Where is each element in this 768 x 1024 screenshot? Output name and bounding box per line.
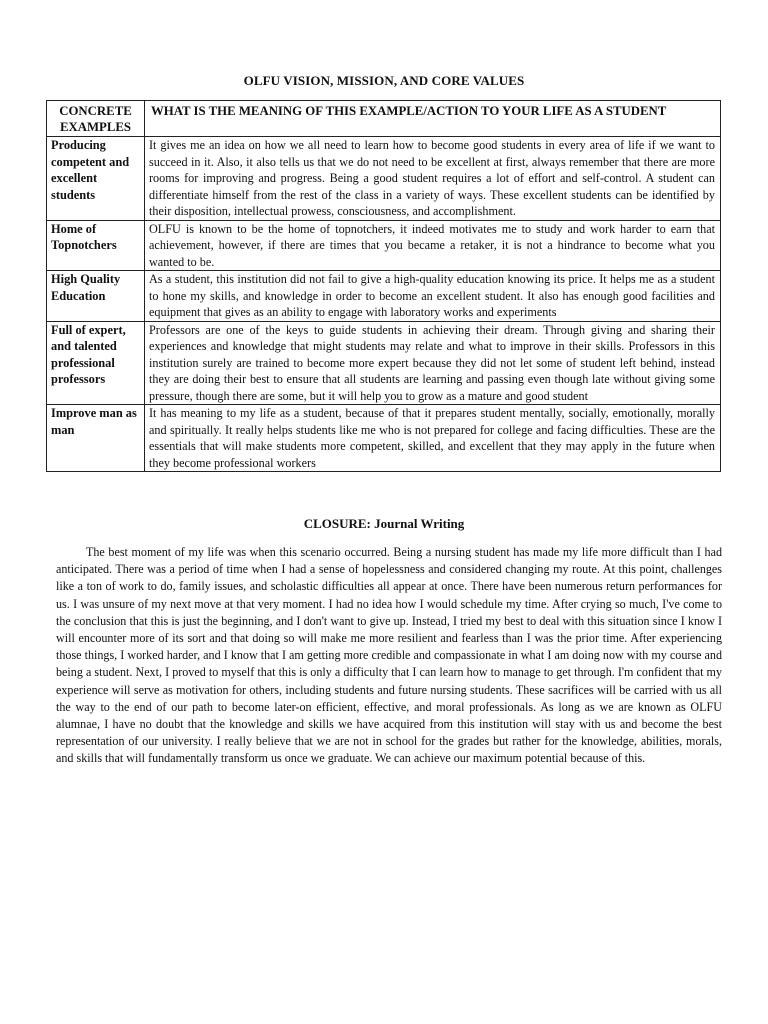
page-title: OLFU VISION, MISSION, AND CORE VALUES — [243, 73, 525, 88]
table-header-row — [47, 101, 721, 137]
core-values-table — [46, 100, 721, 472]
meaning-cell: It has meaning to my life as a student, because of that it prepares student mentally, socially, emotionally, morally and spiritually. It really helps students like me who is not prepared for college and facing difficulties. These are the essentials that will make students more competent, skilled, and excellent that they may apply in the future when they become professional workers — [145, 405, 721, 472]
example-cell: High Quality Education — [47, 271, 145, 322]
table-row — [47, 271, 721, 322]
example-cell: Improve man as man — [47, 405, 145, 472]
table-row — [47, 321, 721, 405]
column-header-examples: CONCRETE EXAMPLES — [47, 101, 145, 137]
meaning-cell: Professors are one of the keys to guide students in achieving their dream. Through giving and sharing their experiences and knowledge that might students may relate and what to improve in their skills. Professors in this institution surely are trained to become more expert because they did not let some of student left behind, instead they are doing their best to ensure that all students are learning and passing even though late without giving some pressure, though there are some, but it will help you to grow as a mature and good student — [145, 321, 721, 405]
table-row — [47, 220, 721, 271]
table-row — [47, 137, 721, 221]
example-cell: Home of Topnotchers — [47, 220, 145, 271]
meaning-cell: OLFU is known to be the home of topnotchers, it indeed motivates me to study and work harder to earn that achievement, however, if there are times that you became a retaker, it is not a hindrance to become what you wanted to be. — [145, 220, 721, 271]
meaning-cell: As a student, this institution did not fail to give a high-quality education knowing its price. It helps me as a student to hone my skills, and knowledge in order to become an excellent student. It also has enough good facilities and equipment that gives as an ability to engage with laboratory works and experiments — [145, 271, 721, 322]
table-row — [47, 405, 721, 472]
column-header-meaning: WHAT IS THE MEANING OF THIS EXAMPLE/ACTION TO YOUR LIFE AS A STUDENT — [145, 101, 721, 137]
example-cell: Full of expert, and talented professional professors — [47, 321, 145, 405]
meaning-cell: It gives me an idea on how we all need to learn how to become good students in every area of life if we want to succeed in it. Also, it also tells us that we do not need to be excellent at first, always remember that there are more rooms for improving and progress. Being a good student requires a lot of effort and self-control. A student can differentiate himself from the rest of the class in a variety of ways. These excellent students can be identified by their disposition, intellectual prowess, consciousness, and accomplishment. — [145, 137, 721, 221]
closure-heading: CLOSURE: Journal Writing — [303, 516, 465, 531]
example-cell: Producing competent and excellent students — [47, 137, 145, 221]
journal-paragraph: The best moment of my life was when this scenario occurred. Being a nursing student has made my life more difficult than I had anticipated. There was a period of time when I had a sense of hopelessness and considered changing my route. At this point, challenges like a ton of work to do, family issues, and scholastic difficulties all appear at once. There have been numerous return performances for us. I was unsure of my next move at that very moment. I had no idea how I would schedule my time. After crying so much, I've come to the conclusion that this is just the beginning, and I don't want to give up. Instead, I tried my best to deal with this situation since I know I will encounter more of its sort and that doing so will make me more resilient and fearless than I was the prior time. After experiencing those things, I worked harder, and I know that I am getting more credible and compassionate in what I am doing now with my course and being a student. Next, I proved to myself that this is only a difficulty that I can learn how to manage to get through. I'm confident that my experience will serve as motivation for others, including students and future nursing students. These sacrifices will be carried with us all the way to the end of our path to become later-on efficient, effective, and moral professionals. As long as we are known as OLFU alumnae, I have no doubt that the knowledge and skills we have acquired from this institution will stay with us and become the best representation of our university. I really believe that we are not in school for the grades but rather for the knowledge, abilities, morals, and skills that will fundamentally transform us once we graduate. We can achieve our maximum potential because of this. — [56, 545, 722, 766]
